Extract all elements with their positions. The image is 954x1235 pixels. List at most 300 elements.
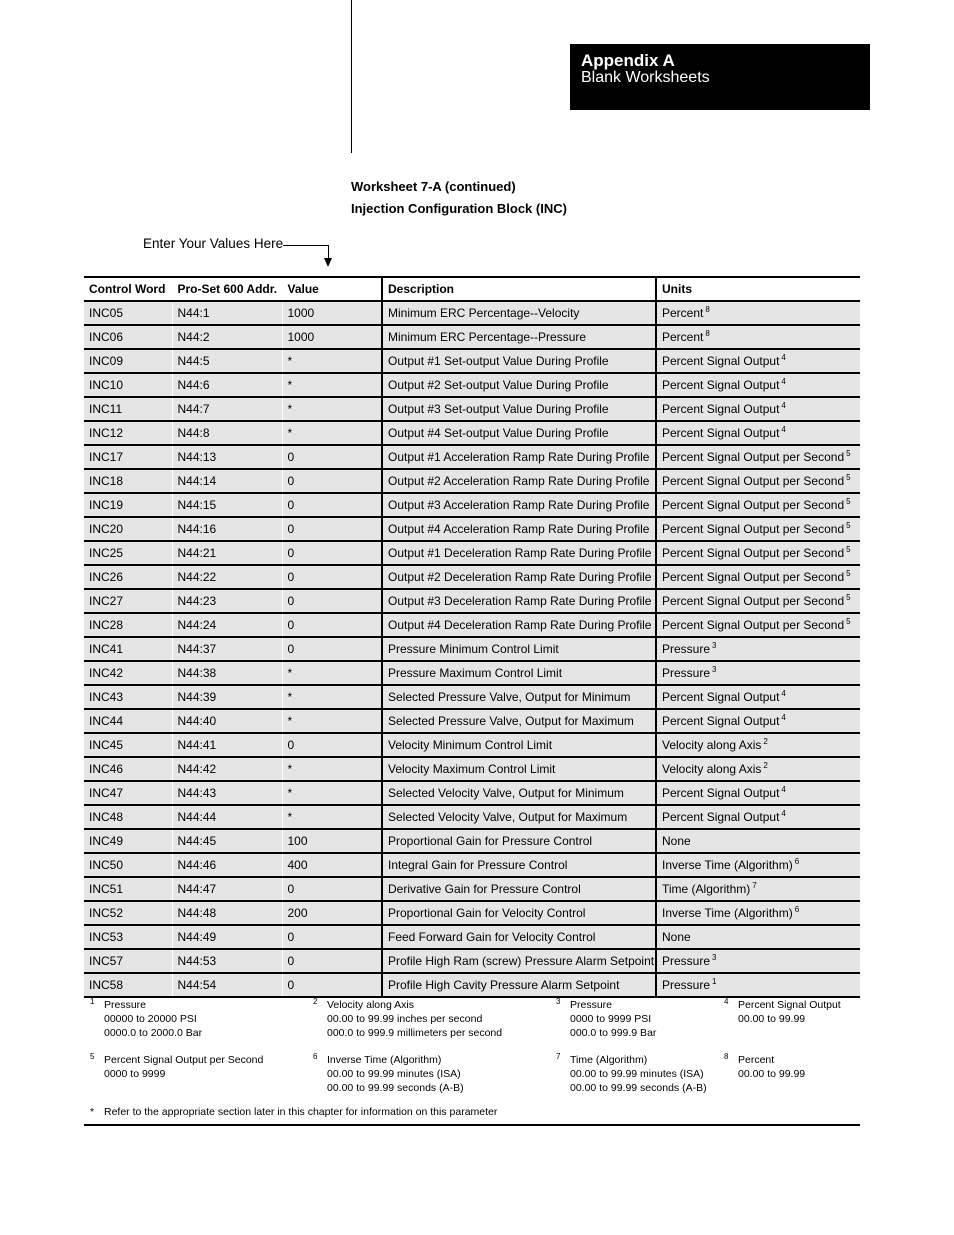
footnote-body: [104, 1053, 263, 1081]
description-cell-text: Selected Velocity Valve, Output for Minimum: [388, 786, 624, 800]
value-cell[interactable]: [282, 469, 382, 493]
worksheet-subtitle: Injection Configuration Block (INC): [351, 201, 567, 216]
control-word-cell: [84, 901, 172, 925]
description-cell: [382, 349, 656, 373]
description-cell-text: Output #4 Set-output Value During Profile: [388, 426, 609, 440]
description-cell: [382, 445, 656, 469]
control-word-cell-text: INC17: [89, 450, 124, 464]
footnote-ref: 4: [781, 401, 786, 410]
control-word-cell-text: INC27: [89, 594, 124, 608]
asterisk-note-text: Refer to the appropriate section later in this chapter for information on this parameter: [104, 1106, 498, 1118]
address-cell: [172, 589, 282, 613]
value-cell-text: 1000: [287, 330, 315, 344]
value-cell-text: *: [287, 786, 293, 800]
units-cell: [656, 781, 860, 805]
units-cell: [656, 925, 860, 949]
table-row: [84, 877, 860, 901]
footnote-ref: 4: [781, 785, 786, 794]
address-cell: [172, 349, 282, 373]
address-cell: [172, 541, 282, 565]
value-cell[interactable]: [282, 421, 382, 445]
address-cell: [172, 445, 282, 469]
address-cell: [172, 853, 282, 877]
units-cell: [656, 853, 860, 877]
value-cell-text: 0: [287, 522, 295, 536]
address-cell: [172, 397, 282, 421]
control-word-cell-text: INC52: [89, 906, 124, 920]
footnote-body: [327, 1053, 464, 1095]
description-cell-text: Profile High Cavity Pressure Alarm Setpoint: [388, 978, 620, 992]
description-cell-text: Output #2 Deceleration Ramp Rate During Profile: [388, 570, 652, 584]
address-cell: [172, 565, 282, 589]
value-cell[interactable]: [282, 565, 382, 589]
units-cell: [656, 349, 860, 373]
footnote-ref: 5: [846, 521, 851, 530]
address-cell-text: N44:39: [177, 690, 217, 704]
description-cell: [382, 949, 656, 973]
units-cell: [656, 565, 860, 589]
control-word-cell-text: INC09: [89, 354, 124, 368]
control-word-cell: [84, 565, 172, 589]
units-cell-text: Percent Signal Output per Second: [662, 474, 845, 488]
description-cell-text: Output #3 Set-output Value During Profile: [388, 402, 609, 416]
control-word-cell-text: INC50: [89, 858, 124, 872]
footnote-line: 00.00 to 99.99 inches per second: [327, 1013, 483, 1025]
description-cell: [382, 733, 656, 757]
table-row: [84, 685, 860, 709]
units-cell-text: Percent Signal Output per Second: [662, 618, 845, 632]
address-cell-text: N44:8: [177, 426, 210, 440]
units-cell-text: Percent: [662, 330, 704, 344]
value-cell[interactable]: [282, 925, 382, 949]
enter-values-callout: Enter Your Values Here: [143, 236, 284, 251]
value-cell-text: 0: [287, 450, 295, 464]
address-cell: [172, 421, 282, 445]
table-row: [84, 901, 860, 925]
value-cell-text: 1000: [287, 306, 315, 320]
header-description: Description: [382, 277, 656, 301]
address-cell-text: N44:6: [177, 378, 210, 392]
control-word-cell: [84, 469, 172, 493]
control-word-cell: [84, 613, 172, 637]
description-cell: [382, 925, 656, 949]
control-word-cell-text: INC10: [89, 378, 124, 392]
value-cell-text: *: [287, 810, 293, 824]
units-cell: [656, 733, 860, 757]
control-word-cell-text: INC19: [89, 498, 124, 512]
value-cell-text: 100: [287, 834, 308, 848]
footnote-line: 0000 to 9999 PSI: [570, 1013, 652, 1025]
table-row: [84, 949, 860, 973]
units-cell: [656, 421, 860, 445]
units-cell: [656, 709, 860, 733]
table-row: [84, 445, 860, 469]
value-cell-text: *: [287, 402, 293, 416]
address-cell: [172, 733, 282, 757]
description-cell: [382, 877, 656, 901]
description-cell: [382, 541, 656, 565]
description-cell-text: Output #4 Acceleration Ramp Rate During Profile: [388, 522, 650, 536]
footnote-ref: 1: [712, 977, 717, 986]
control-word-cell: [84, 421, 172, 445]
footnote-line: 00.00 to 99.99 minutes (ISA): [570, 1068, 704, 1080]
appendix-title: Appendix A: [581, 51, 675, 70]
footnote-line: 00.00 to 99.99 seconds (A-B): [570, 1082, 707, 1094]
control-word-cell-text: INC06: [89, 330, 124, 344]
address-cell-text: N44:44: [177, 810, 217, 824]
table-row: [84, 781, 860, 805]
footnote-ref: 4: [781, 425, 786, 434]
units-cell: [656, 973, 860, 997]
table-row: [84, 637, 860, 661]
footnote-ref: 4: [781, 353, 786, 362]
control-word-cell-text: INC28: [89, 618, 124, 632]
value-cell-text: 0: [287, 930, 295, 944]
value-cell-text: 0: [287, 978, 295, 992]
footnote-body: [570, 1053, 707, 1095]
units-cell-text: Percent Signal Output: [662, 354, 780, 368]
address-cell-text: N44:48: [177, 906, 217, 920]
footnote-body: [327, 998, 502, 1040]
units-cell: [656, 613, 860, 637]
footnote-line: Percent: [738, 1054, 775, 1066]
units-cell: [656, 757, 860, 781]
arrow-down-icon: [324, 258, 332, 267]
table-row: [84, 805, 860, 829]
address-cell: [172, 805, 282, 829]
table-row: [84, 589, 860, 613]
address-cell-text: N44:5: [177, 354, 210, 368]
footnote-ref: 4: [781, 689, 786, 698]
footnote-line: 0000 to 9999: [104, 1068, 166, 1080]
control-word-cell-text: INC18: [89, 474, 124, 488]
value-cell[interactable]: [282, 733, 382, 757]
address-cell: [172, 781, 282, 805]
description-cell-text: Velocity Maximum Control Limit: [388, 762, 556, 776]
control-word-cell-text: INC45: [89, 738, 124, 752]
address-cell: [172, 973, 282, 997]
worksheet-title: Worksheet 7-A (continued): [351, 179, 516, 194]
value-cell[interactable]: [282, 805, 382, 829]
value-cell-text: *: [287, 354, 293, 368]
description-cell-text: Pressure Maximum Control Limit: [388, 666, 563, 680]
footnote-line: 000.0 to 999.9 Bar: [570, 1027, 657, 1039]
value-cell-text: 0: [287, 882, 295, 896]
units-cell-text: Percent Signal Output per Second: [662, 594, 845, 608]
address-cell-text: N44:37: [177, 642, 217, 656]
appendix-header: [570, 44, 870, 110]
control-word-cell: [84, 589, 172, 613]
units-cell: [656, 373, 860, 397]
value-cell[interactable]: [282, 661, 382, 685]
control-word-cell: [84, 829, 172, 853]
description-cell: [382, 805, 656, 829]
units-cell-text: Percent Signal Output: [662, 714, 780, 728]
value-cell[interactable]: [282, 397, 382, 421]
address-cell-text: N44:13: [177, 450, 217, 464]
footnote-ref: 4: [781, 377, 786, 386]
address-cell-text: N44:53: [177, 954, 217, 968]
footnote-body: [570, 998, 656, 1040]
control-word-cell: [84, 301, 172, 325]
address-cell-text: N44:16: [177, 522, 217, 536]
description-cell-text: Proportional Gain for Velocity Control: [388, 906, 586, 920]
footnote-line: 00.00 to 99.99: [738, 1013, 806, 1025]
address-cell-text: N44:47: [177, 882, 217, 896]
units-cell: [656, 805, 860, 829]
appendix-subtitle: Blank Worksheets: [581, 69, 710, 86]
footnote-line: Percent Signal Output: [738, 999, 841, 1011]
address-cell: [172, 661, 282, 685]
footnote-ref: 6: [794, 857, 800, 866]
description-cell-text: Output #1 Acceleration Ramp Rate During Profile: [388, 450, 650, 464]
units-cell-text: Percent Signal Output per Second: [662, 450, 845, 464]
address-cell-text: N44:22: [177, 570, 217, 584]
address-cell: [172, 637, 282, 661]
value-cell[interactable]: [282, 541, 382, 565]
table-row: [84, 469, 860, 493]
bottom-rule: [84, 1124, 860, 1126]
description-cell: [382, 901, 656, 925]
control-word-cell: [84, 949, 172, 973]
footnote-number: 7: [556, 1052, 561, 1061]
value-cell[interactable]: [282, 901, 382, 925]
footnote-line: Pressure: [104, 999, 147, 1011]
units-cell-text: Time (Algorithm): [662, 882, 751, 896]
value-cell[interactable]: [282, 325, 382, 349]
control-word-cell: [84, 685, 172, 709]
footnote-line: Velocity along Axis: [327, 999, 414, 1011]
units-cell: [656, 445, 860, 469]
units-cell: [656, 493, 860, 517]
address-cell-text: N44:40: [177, 714, 217, 728]
control-word-cell-text: INC41: [89, 642, 124, 656]
description-cell-text: Derivative Gain for Pressure Control: [388, 882, 581, 896]
value-cell[interactable]: [282, 781, 382, 805]
value-cell[interactable]: [282, 493, 382, 517]
control-word-cell-text: INC12: [89, 426, 124, 440]
value-cell[interactable]: [282, 853, 382, 877]
description-cell: [382, 853, 656, 877]
footnote-line: 00.00 to 99.99 minutes (ISA): [327, 1068, 461, 1080]
table-row: [84, 733, 860, 757]
description-cell-text: Selected Pressure Valve, Output for Minimum: [388, 690, 631, 704]
footnote-number: 3: [556, 997, 561, 1006]
value-cell[interactable]: [282, 757, 382, 781]
value-cell[interactable]: [282, 973, 382, 997]
footnote-number: 1: [90, 997, 95, 1006]
description-cell-text: Output #2 Acceleration Ramp Rate During Profile: [388, 474, 650, 488]
value-cell[interactable]: [282, 829, 382, 853]
control-word-cell: [84, 349, 172, 373]
units-cell-text: Percent Signal Output per Second: [662, 522, 845, 536]
address-cell: [172, 325, 282, 349]
units-cell: [656, 517, 860, 541]
footnote-ref: 5: [846, 593, 851, 602]
control-word-cell-text: INC42: [89, 666, 124, 680]
address-cell-text: N44:24: [177, 618, 217, 632]
control-word-cell-text: INC49: [89, 834, 124, 848]
control-word-cell: [84, 397, 172, 421]
control-word-cell-text: INC20: [89, 522, 124, 536]
table-row: [84, 349, 860, 373]
value-cell-text: *: [287, 762, 293, 776]
control-word-cell-text: INC05: [89, 306, 124, 320]
units-cell-text: Percent: [662, 306, 704, 320]
value-cell-text: *: [287, 666, 293, 680]
address-cell-text: N44:42: [177, 762, 217, 776]
value-cell[interactable]: [282, 637, 382, 661]
control-word-cell: [84, 853, 172, 877]
description-cell: [382, 373, 656, 397]
table-row: [84, 493, 860, 517]
description-cell: [382, 829, 656, 853]
address-cell-text: N44:1: [177, 306, 210, 320]
table-row: [84, 709, 860, 733]
units-cell: [656, 589, 860, 613]
table-row: [84, 301, 860, 325]
description-cell-text: Output #1 Set-output Value During Profile: [388, 354, 609, 368]
value-cell[interactable]: [282, 445, 382, 469]
footnote-line: 000.0 to 999.9 millimeters per second: [327, 1027, 503, 1039]
footnote-number: 6: [313, 1052, 318, 1061]
value-cell[interactable]: [282, 349, 382, 373]
table-row: [84, 421, 860, 445]
control-word-cell: [84, 637, 172, 661]
units-cell-text: Pressure: [662, 666, 711, 680]
footnote-number: 2: [313, 997, 318, 1006]
inc-config-table: [84, 276, 860, 998]
callout-arrow-line: [283, 245, 329, 246]
units-cell: [656, 469, 860, 493]
description-cell-text: Output #1 Deceleration Ramp Rate During Profile: [388, 546, 652, 560]
address-cell-text: N44:38: [177, 666, 217, 680]
value-cell[interactable]: [282, 589, 382, 613]
margin-rule: [351, 0, 352, 153]
address-cell: [172, 517, 282, 541]
value-cell-text: *: [287, 426, 293, 440]
table-row: [84, 661, 860, 685]
address-cell: [172, 901, 282, 925]
footnote-number: 5: [90, 1052, 95, 1061]
footnote-ref: 5: [846, 569, 851, 578]
value-cell[interactable]: [282, 709, 382, 733]
header-control-word: Control Word: [84, 277, 172, 301]
control-word-cell-text: INC51: [89, 882, 124, 896]
table-row: [84, 973, 860, 997]
value-cell-text: 0: [287, 618, 295, 632]
table-row: [84, 613, 860, 637]
units-cell-text: Percent Signal Output: [662, 786, 780, 800]
control-word-cell-text: INC53: [89, 930, 124, 944]
description-cell: [382, 709, 656, 733]
footnote-ref: 3: [712, 665, 717, 674]
value-cell-text: 0: [287, 570, 295, 584]
units-cell-text: Percent Signal Output: [662, 690, 780, 704]
control-word-cell-text: INC48: [89, 810, 124, 824]
description-cell: [382, 301, 656, 325]
footnote-line: Percent Signal Output per Second: [104, 1054, 264, 1066]
value-cell[interactable]: [282, 373, 382, 397]
control-word-cell-text: INC26: [89, 570, 124, 584]
description-cell-text: Pressure Minimum Control Limit: [388, 642, 559, 656]
table-row: [84, 373, 860, 397]
address-cell: [172, 925, 282, 949]
asterisk-symbol: *: [90, 1106, 95, 1118]
units-cell: [656, 325, 860, 349]
description-cell: [382, 973, 656, 997]
control-word-cell: [84, 877, 172, 901]
table-row: [84, 565, 860, 589]
value-cell[interactable]: [282, 517, 382, 541]
footnote-line: 00.00 to 99.99 seconds (A-B): [327, 1082, 464, 1094]
value-cell[interactable]: [282, 685, 382, 709]
table-row: [84, 757, 860, 781]
footnote-ref: 2: [763, 737, 768, 746]
control-word-cell: [84, 517, 172, 541]
value-cell[interactable]: [282, 877, 382, 901]
header-address: Pro-Set 600 Addr.: [172, 277, 282, 301]
control-word-cell: [84, 733, 172, 757]
footnote-ref: 6: [794, 905, 800, 914]
units-cell-text: Percent Signal Output per Second: [662, 546, 845, 560]
address-cell-text: N44:2: [177, 330, 210, 344]
footnote-ref: 5: [846, 473, 851, 482]
table-row: [84, 397, 860, 421]
units-cell-text: Inverse Time (Algorithm): [662, 906, 793, 920]
address-cell: [172, 757, 282, 781]
control-word-cell: [84, 445, 172, 469]
description-cell-text: Output #2 Set-output Value During Profile: [388, 378, 609, 392]
footnote-number: 4: [724, 997, 729, 1006]
value-cell[interactable]: [282, 949, 382, 973]
units-cell-text: Percent Signal Output per Second: [662, 570, 845, 584]
value-cell[interactable]: [282, 613, 382, 637]
description-cell: [382, 469, 656, 493]
description-cell-text: Minimum ERC Percentage--Velocity: [388, 306, 580, 320]
address-cell-text: N44:41: [177, 738, 217, 752]
description-cell: [382, 589, 656, 613]
units-cell: [656, 637, 860, 661]
value-cell-text: 200: [287, 906, 308, 920]
address-cell-text: N44:7: [177, 402, 210, 416]
description-cell: [382, 397, 656, 421]
value-cell-text: 400: [287, 858, 308, 872]
description-cell-text: Output #3 Acceleration Ramp Rate During Profile: [388, 498, 650, 512]
control-word-cell-text: INC43: [89, 690, 124, 704]
address-cell-text: N44:21: [177, 546, 217, 560]
units-cell: [656, 301, 860, 325]
units-cell: [656, 949, 860, 973]
footnote-ref: 5: [846, 497, 851, 506]
footnote-line: Pressure: [570, 999, 613, 1011]
value-cell-text: 0: [287, 594, 295, 608]
control-word-cell-text: INC25: [89, 546, 124, 560]
description-cell: [382, 517, 656, 541]
address-cell: [172, 949, 282, 973]
address-cell-text: N44:54: [177, 978, 217, 992]
control-word-cell-text: INC44: [89, 714, 124, 728]
units-cell: [656, 877, 860, 901]
units-cell-text: Percent Signal Output: [662, 426, 780, 440]
control-word-cell: [84, 757, 172, 781]
footnote-line: Time (Algorithm): [570, 1054, 648, 1066]
units-cell-text: Percent Signal Output: [662, 810, 780, 824]
units-cell-text: Pressure: [662, 954, 711, 968]
value-cell-text: 0: [287, 954, 295, 968]
description-cell-text: Selected Pressure Valve, Output for Maximum: [388, 714, 634, 728]
value-cell[interactable]: [282, 301, 382, 325]
